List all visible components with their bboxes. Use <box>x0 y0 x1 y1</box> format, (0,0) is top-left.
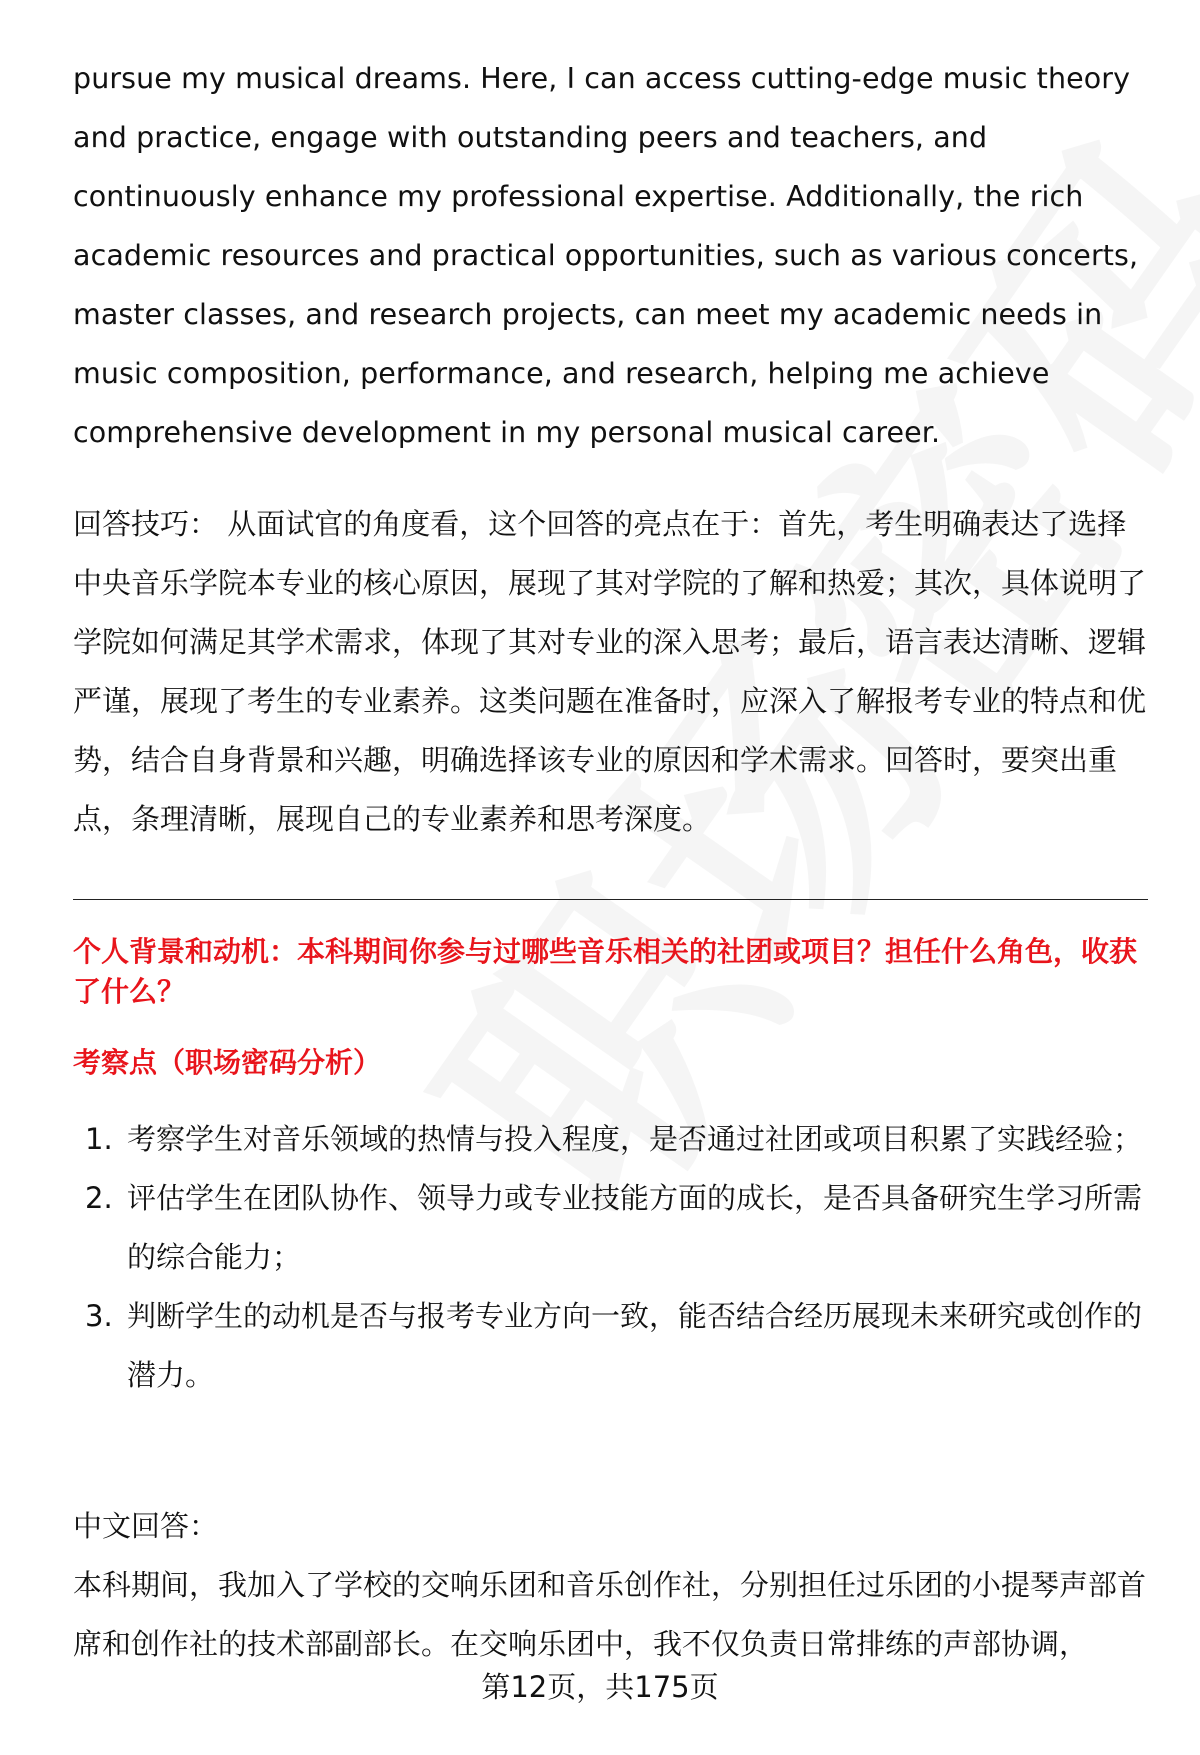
answer-tips: 回答技巧： 从面试官的角度看，这个回答的亮点在于：首先，考生明确表达了选择中央音乐学院本专业的核心原因，展现了其对学院的了解和热爱；其次，具体说明了学院如何满足其学术需求，体现了其对专业的深入思考；最后，语言表达清晰、逻辑严谨，展现了考生的专业素养。这类问题在准备时，应深入了解报考专业的特点和优势，结合自身背景和兴趣，明确选择该专业的原因和学术需求。回答时，要突出重点，条理清晰，展现自己的专业素养和思考深度。 <box>73 507 1147 836</box>
answer-cn-label: 中文回答： <box>73 1509 219 1543</box>
list-item <box>73 1169 1153 1287</box>
analysis-heading: 考察点（职场密码分析） <box>73 1046 382 1079</box>
item-number: 1. <box>85 1122 113 1156</box>
answer-english: pursue my musical dreams. Here, I can access cutting-edge music theory and practice, engage with outstanding peers and teachers, and continuously enhance my professional expertise. Additionally, the rich academic resources and practical opportunities, such as various concerts, master classes, and research projects, can meet my academic needs in music composition, performance, and research, helping me achieve comprehensive development in my personal musical career. <box>73 62 1139 449</box>
item-number: 2. <box>85 1181 113 1215</box>
answer-chinese: 本科期间，我加入了学校的交响乐团和音乐创作社，分别担任过乐团的小提琴声部首席和创作社的技术部副部长。在交响乐团中，我不仅负责日常排练的声部协调， <box>73 1568 1147 1661</box>
list-item <box>73 1110 1153 1169</box>
item-number: 3. <box>85 1299 113 1333</box>
item-text: 评估学生在团队协作、领导力或专业技能方面的成长，是否具备研究生学习所需的综合能力； <box>127 1181 1143 1274</box>
analysis-points <box>73 1110 1153 1405</box>
question-heading: 个人背景和动机：本科期间你参与过哪些音乐相关的社团或项目？担任什么角色，收获了什么？ <box>73 935 1138 1008</box>
list-item <box>73 1287 1153 1405</box>
item-text: 考察学生对音乐领域的热情与投入程度，是否通过社团或项目积累了实践经验； <box>127 1122 1143 1156</box>
page-number: 第12页，共175页 <box>481 1670 719 1704</box>
item-text: 判断学生的动机是否与报考专业方向一致，能否结合经历展现未来研究或创作的潜力。 <box>127 1299 1143 1392</box>
divider <box>73 899 1148 900</box>
